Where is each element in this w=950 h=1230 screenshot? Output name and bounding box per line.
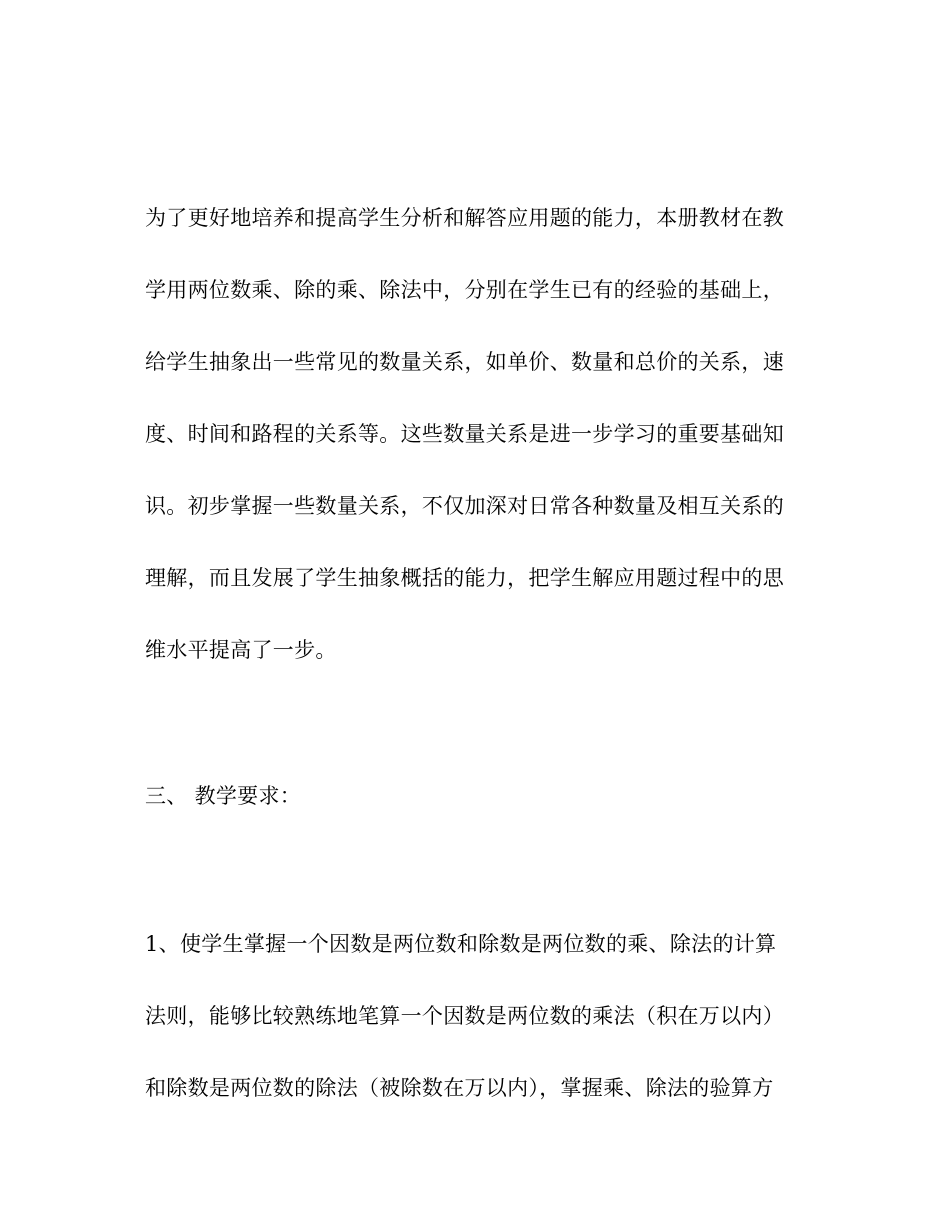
paragraph-2-line-1: 1、使学生掌握一个因数是两位数和除数是两位数的乘、除法的计算 — [145, 932, 777, 956]
paragraph-1-line-7: 维水平提高了一步。 — [145, 638, 337, 662]
paragraph-1-line-3: 给学生抽象出一些常见的数量关系，如单价、数量和总价的关系，速 — [145, 350, 784, 374]
section-heading: 三、 教学要求： — [145, 784, 302, 808]
paragraph-2-line-3: 和除数是两位数的除法（被除数在万以内），掌握乘、除法的验算方 — [145, 1076, 774, 1100]
paragraph-1-line-6: 理解，而且发展了学生抽象概括的能力，把学生解应用题过程中的思 — [145, 566, 784, 590]
paragraph-1-line-4: 度、时间和路程的关系等。这些数量关系是进一步学习的重要基础知 — [145, 422, 784, 446]
paragraph-1-line-1: 为了更好地培养和提高学生分析和解答应用题的能力，本册教材在教 — [145, 206, 784, 230]
paragraph-1-line-2: 学用两位数乘、除的乘、除法中，分别在学生已有的经验的基础上， — [145, 278, 784, 302]
paragraph-1-line-5: 识。初步掌握一些数量关系，不仅加深对日常各种数量及相互关系的 — [145, 494, 784, 518]
paragraph-2-line-2: 法则，能够比较熟练地笔算一个因数是两位数的乘法（积在万以内） — [145, 1004, 784, 1028]
